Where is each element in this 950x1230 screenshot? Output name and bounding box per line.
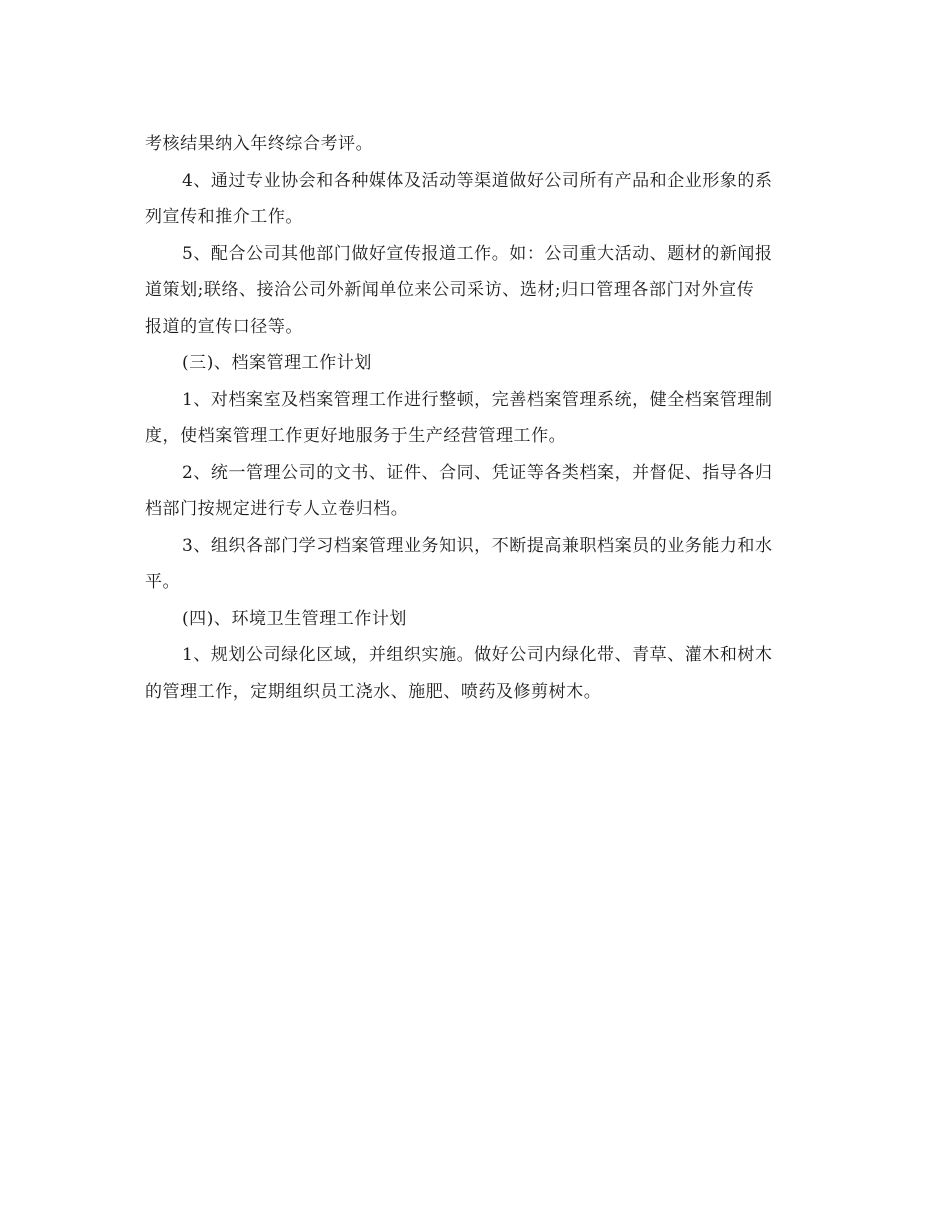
text-line: 道策划;联络、接洽公司外新闻单位来公司采访、选材;归口管理各部门对外宣传	[145, 280, 755, 300]
paragraph	[145, 163, 810, 236]
text-line: 报道的宣传口径等。	[145, 316, 303, 337]
text-line: 度，使档案管理工作更好地服务于生产经营管理工作。	[145, 426, 567, 446]
document-page	[145, 126, 810, 710]
text-line: 的管理工作，定期组织员工浇水、施肥、喷药及修剪树木。	[145, 681, 602, 702]
text-line: 考核结果纳入年终综合考评。	[145, 134, 374, 154]
text-line: 档部门按规定进行专人立卷归档。	[145, 499, 409, 519]
text-line: (四)、环境卫生管理工作计划	[182, 608, 407, 629]
text-line: 2、统一管理公司的文书、证件、合同、凭证等各类档案，并督促、指导各归	[182, 462, 773, 483]
text-line: 列宣传和推介工作。	[145, 207, 303, 227]
text-line: 3、组织各部门学习档案管理业务知识，不断提高兼职档案员的业务能力和水	[182, 535, 773, 556]
text-line: 5、配合公司其他部门做好宣传报道工作。如：公司重大活动、题材的新闻报	[182, 243, 773, 264]
paragraph	[145, 236, 810, 346]
text-line: 1、对档案室及档案管理工作进行整顿，完善档案管理系统，健全档案管理制	[182, 389, 773, 410]
text-line: 1、规划公司绿化区域，并组织实施。做好公司内绿化带、青草、灌木和树木	[182, 645, 773, 665]
section-heading	[145, 345, 810, 382]
text-line: 4、通过专业协会和各种媒体及活动等渠道做好公司所有产品和企业形象的系	[182, 170, 773, 191]
text-line: (三)、档案管理工作计划	[182, 353, 372, 373]
paragraph	[145, 126, 810, 163]
paragraph	[145, 455, 810, 528]
text-line: 平。	[145, 572, 181, 592]
paragraph	[145, 528, 810, 601]
paragraph	[145, 382, 810, 455]
paragraph	[145, 637, 810, 710]
section-heading	[145, 601, 810, 638]
